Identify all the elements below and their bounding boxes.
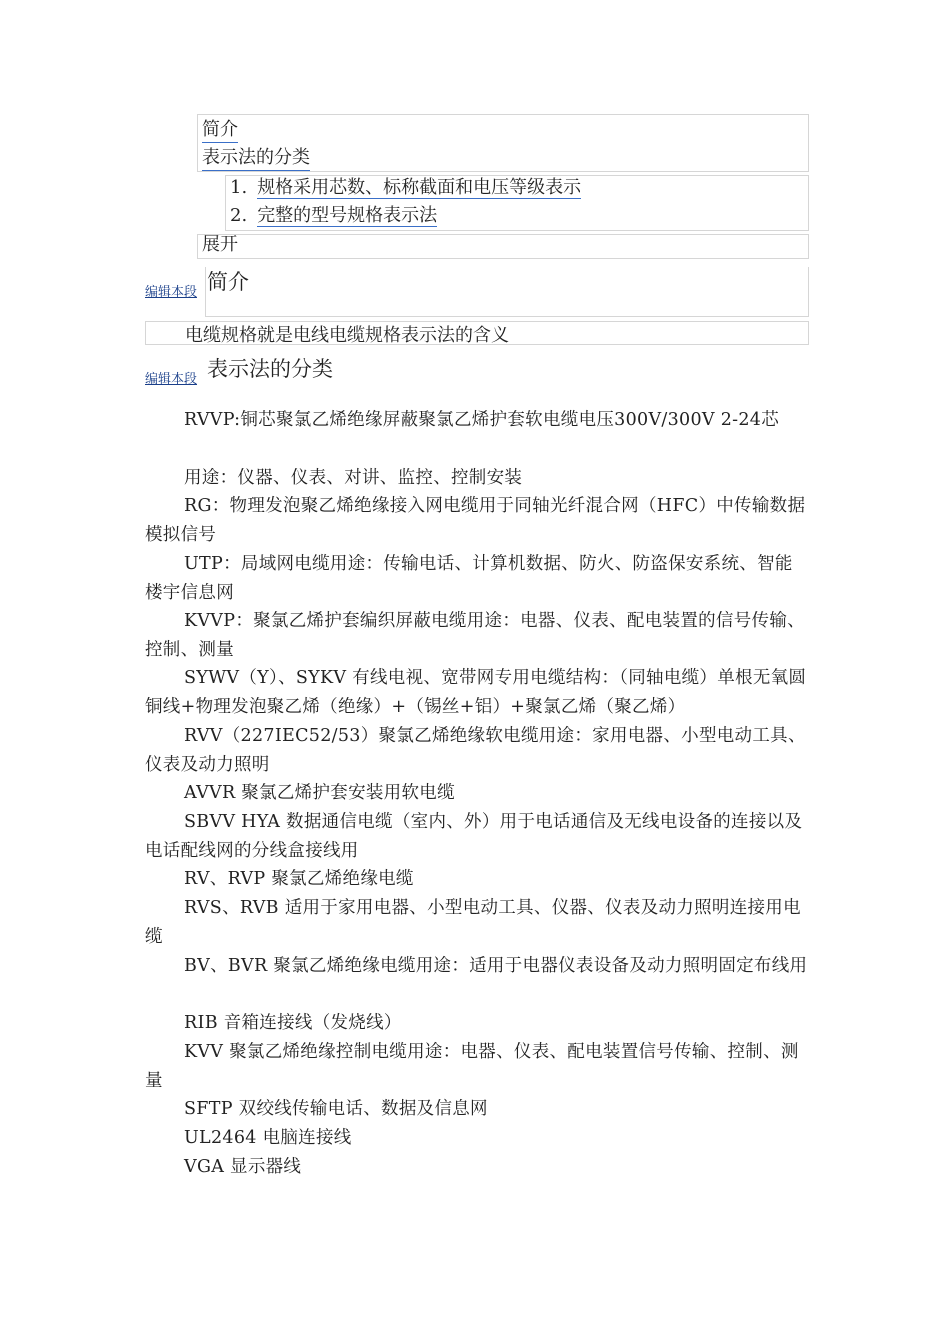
toc-expand-button[interactable]: 展开	[202, 234, 238, 255]
paragraph: UTP：局域网电缆用途：传输电话、计算机数据、防火、防盗保安系统、智能楼宇信息网	[145, 554, 793, 603]
section-title-intro: 简介	[207, 270, 249, 294]
toc-sub-item-number: 2.	[230, 205, 248, 226]
toc-sub-item-label[interactable]: 完整的型号规格表示法	[257, 205, 438, 226]
paragraph: SYWV（Y）、SYKV 有线电视、宽带网专用电缆结构：（同轴电缆）单根无氧圆铜线+物理发泡聚乙烯（绝缘）+（锡丝+铝）+聚氯乙烯（聚乙烯）	[145, 668, 807, 717]
paragraph: RVS、RVB 适用于家用电器、小型电动工具、仪器、仪表及动力照明连接用电缆	[145, 898, 801, 947]
paragraph: RV、RVP 聚氯乙烯绝缘电缆	[184, 869, 414, 889]
paragraph: SBVV HYA 数据通信电缆（室内、外）用于电话通信及无线电设备的连接以及电话配线网的分线盒接线用	[145, 812, 803, 861]
toc-sub-item-number: 1.	[230, 177, 248, 198]
intro-heading-box	[205, 267, 809, 317]
toc-link-classification[interactable]: 表示法的分类	[202, 146, 310, 171]
paragraph: VGA 显示器线	[184, 1157, 302, 1177]
paragraph: RVVP:铜芯聚氯乙烯绝缘屏蔽聚氯乙烯护套软电缆电压300V/300V 2-24芯	[184, 410, 780, 430]
toc-sub-item-label[interactable]: 规格采用芯数、标称截面和电压等级表示	[257, 177, 582, 198]
paragraph: SFTP 双绞线传输电话、数据及信息网	[184, 1099, 488, 1119]
paragraph: RVV（227IEC52/53）聚氯乙烯绝缘软电缆用途：家用电器、小型电动工具、仪表及动力照明	[145, 726, 806, 775]
paragraph: BV、BVR 聚氯乙烯绝缘电缆用途：适用于电器仪表设备及动力照明固定布线用	[184, 956, 808, 976]
toc-sub-item-2[interactable]	[230, 204, 437, 228]
section-title-classification: 表示法的分类	[207, 357, 333, 381]
edit-section-link[interactable]: 编辑本段	[145, 285, 198, 300]
edit-section-link[interactable]: 编辑本段	[145, 372, 198, 387]
toc-link-intro[interactable]: 简介	[202, 118, 238, 143]
paragraph: KVVP：聚氯乙烯护套编织屏蔽电缆用途：电器、仪表、配电装置的信号传输、控制、测量	[145, 611, 805, 660]
paragraph: RIB 音箱连接线（发烧线）	[184, 1013, 402, 1033]
paragraph: UL2464 电脑连接线	[184, 1128, 352, 1148]
paragraph: KVV 聚氯乙烯绝缘控制电缆用途：电器、仪表、配电装置信号传输、控制、测量	[145, 1042, 799, 1091]
paragraph: RG：物理发泡聚乙烯绝缘接入网电缆用于同轴光纤混合网（HFC）中传输数据模拟信号	[145, 496, 806, 545]
paragraph: AVVR 聚氯乙烯护套安装用软电缆	[184, 783, 455, 803]
paragraph: 用途：仪器、仪表、对讲、监控、控制安装	[184, 468, 523, 488]
intro-text: 电缆规格就是电线电缆规格表示法的含义	[185, 325, 509, 346]
toc-sub-item-1[interactable]	[230, 176, 581, 200]
toc-expand-box	[197, 234, 809, 259]
